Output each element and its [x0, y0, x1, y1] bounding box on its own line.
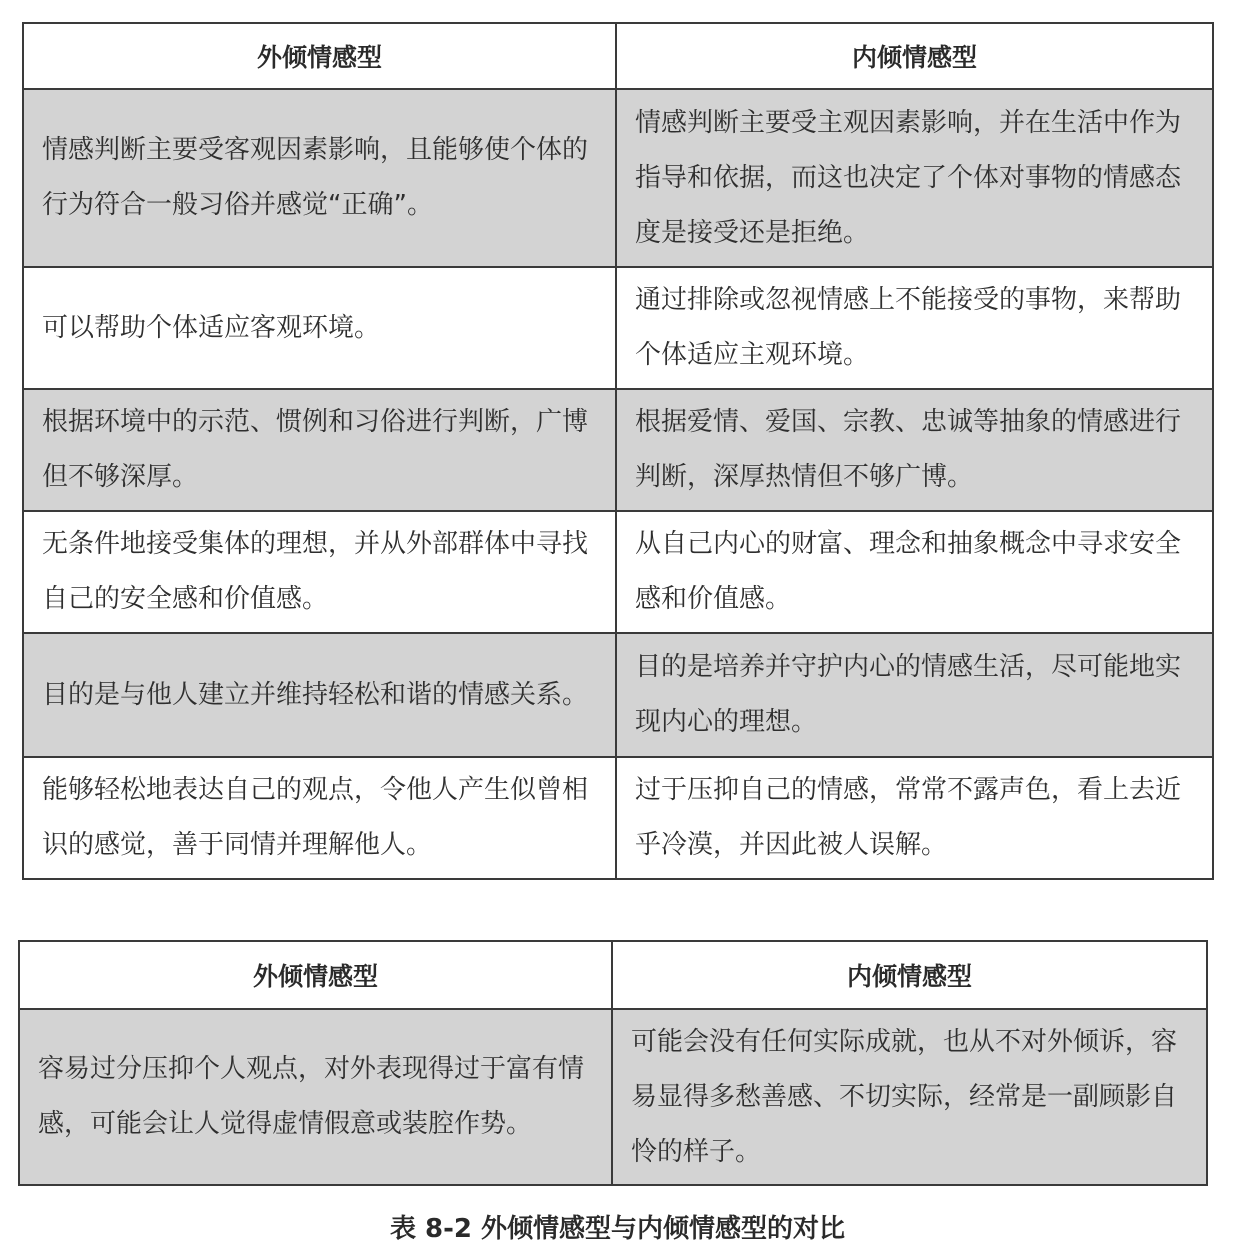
cell-extraverted: 情感判断主要受客观因素影响，且能够使个体的行为符合一般习俗并感觉“正确”。 [23, 89, 616, 267]
header-extraverted-feeling: 外倾情感型 [19, 941, 612, 1009]
cell-extraverted: 目的是与他人建立并维持轻松和谐的情感关系。 [23, 633, 616, 757]
cell-extraverted: 根据环境中的示范、惯例和习俗进行判断，广博但不够深厚。 [23, 389, 616, 511]
table-row [19, 1009, 1207, 1185]
table-row [23, 757, 1213, 879]
header-introverted-feeling: 内倾情感型 [616, 23, 1213, 89]
table-header-row [23, 23, 1213, 89]
table-caption: 表 8-2 外倾情感型与内倾情感型的对比 [389, 1214, 846, 1244]
cell-introverted: 过于压抑自己的情感，常常不露声色，看上去近乎冷漠，并因此被人误解。 [616, 757, 1213, 879]
cell-introverted: 通过排除或忽视情感上不能接受的事物，来帮助个体适应主观环境。 [616, 267, 1213, 389]
cell-introverted: 根据爱情、爱国、宗教、忠诚等抽象的情感进行判断，深厚热情但不够广博。 [616, 389, 1213, 511]
cell-introverted: 目的是培养并守护内心的情感生活，尽可能地实现内心的理想。 [616, 633, 1213, 757]
table-row [23, 267, 1213, 389]
table-row [23, 511, 1213, 633]
table-row [23, 633, 1213, 757]
cell-extraverted: 能够轻松地表达自己的观点，令他人产生似曾相识的感觉，善于同情并理解他人。 [23, 757, 616, 879]
table-row [23, 89, 1213, 267]
cell-introverted: 可能会没有任何实际成就，也从不对外倾诉，容易显得多愁善感、不切实际，经常是一副顾影自怜的样子。 [612, 1009, 1207, 1185]
cell-extraverted: 容易过分压抑个人观点，对外表现得过于富有情感，可能会让人觉得虚情假意或装腔作势。 [19, 1009, 612, 1185]
comparison-table-main [22, 22, 1214, 880]
cell-extraverted: 无条件地接受集体的理想，并从外部群体中寻找自己的安全感和价值感。 [23, 511, 616, 633]
cell-introverted: 情感判断主要受主观因素影响，并在生活中作为指导和依据，而这也决定了个体对事物的情感态度是接受还是拒绝。 [616, 89, 1213, 267]
header-introverted-feeling: 内倾情感型 [612, 941, 1207, 1009]
table-header-row [19, 941, 1207, 1009]
cell-introverted: 从自己内心的财富、理念和抽象概念中寻求安全感和价值感。 [616, 511, 1213, 633]
header-extraverted-feeling: 外倾情感型 [23, 23, 616, 89]
cell-extraverted: 可以帮助个体适应客观环境。 [23, 267, 616, 389]
comparison-table-continued [18, 940, 1208, 1186]
table-row [23, 389, 1213, 511]
